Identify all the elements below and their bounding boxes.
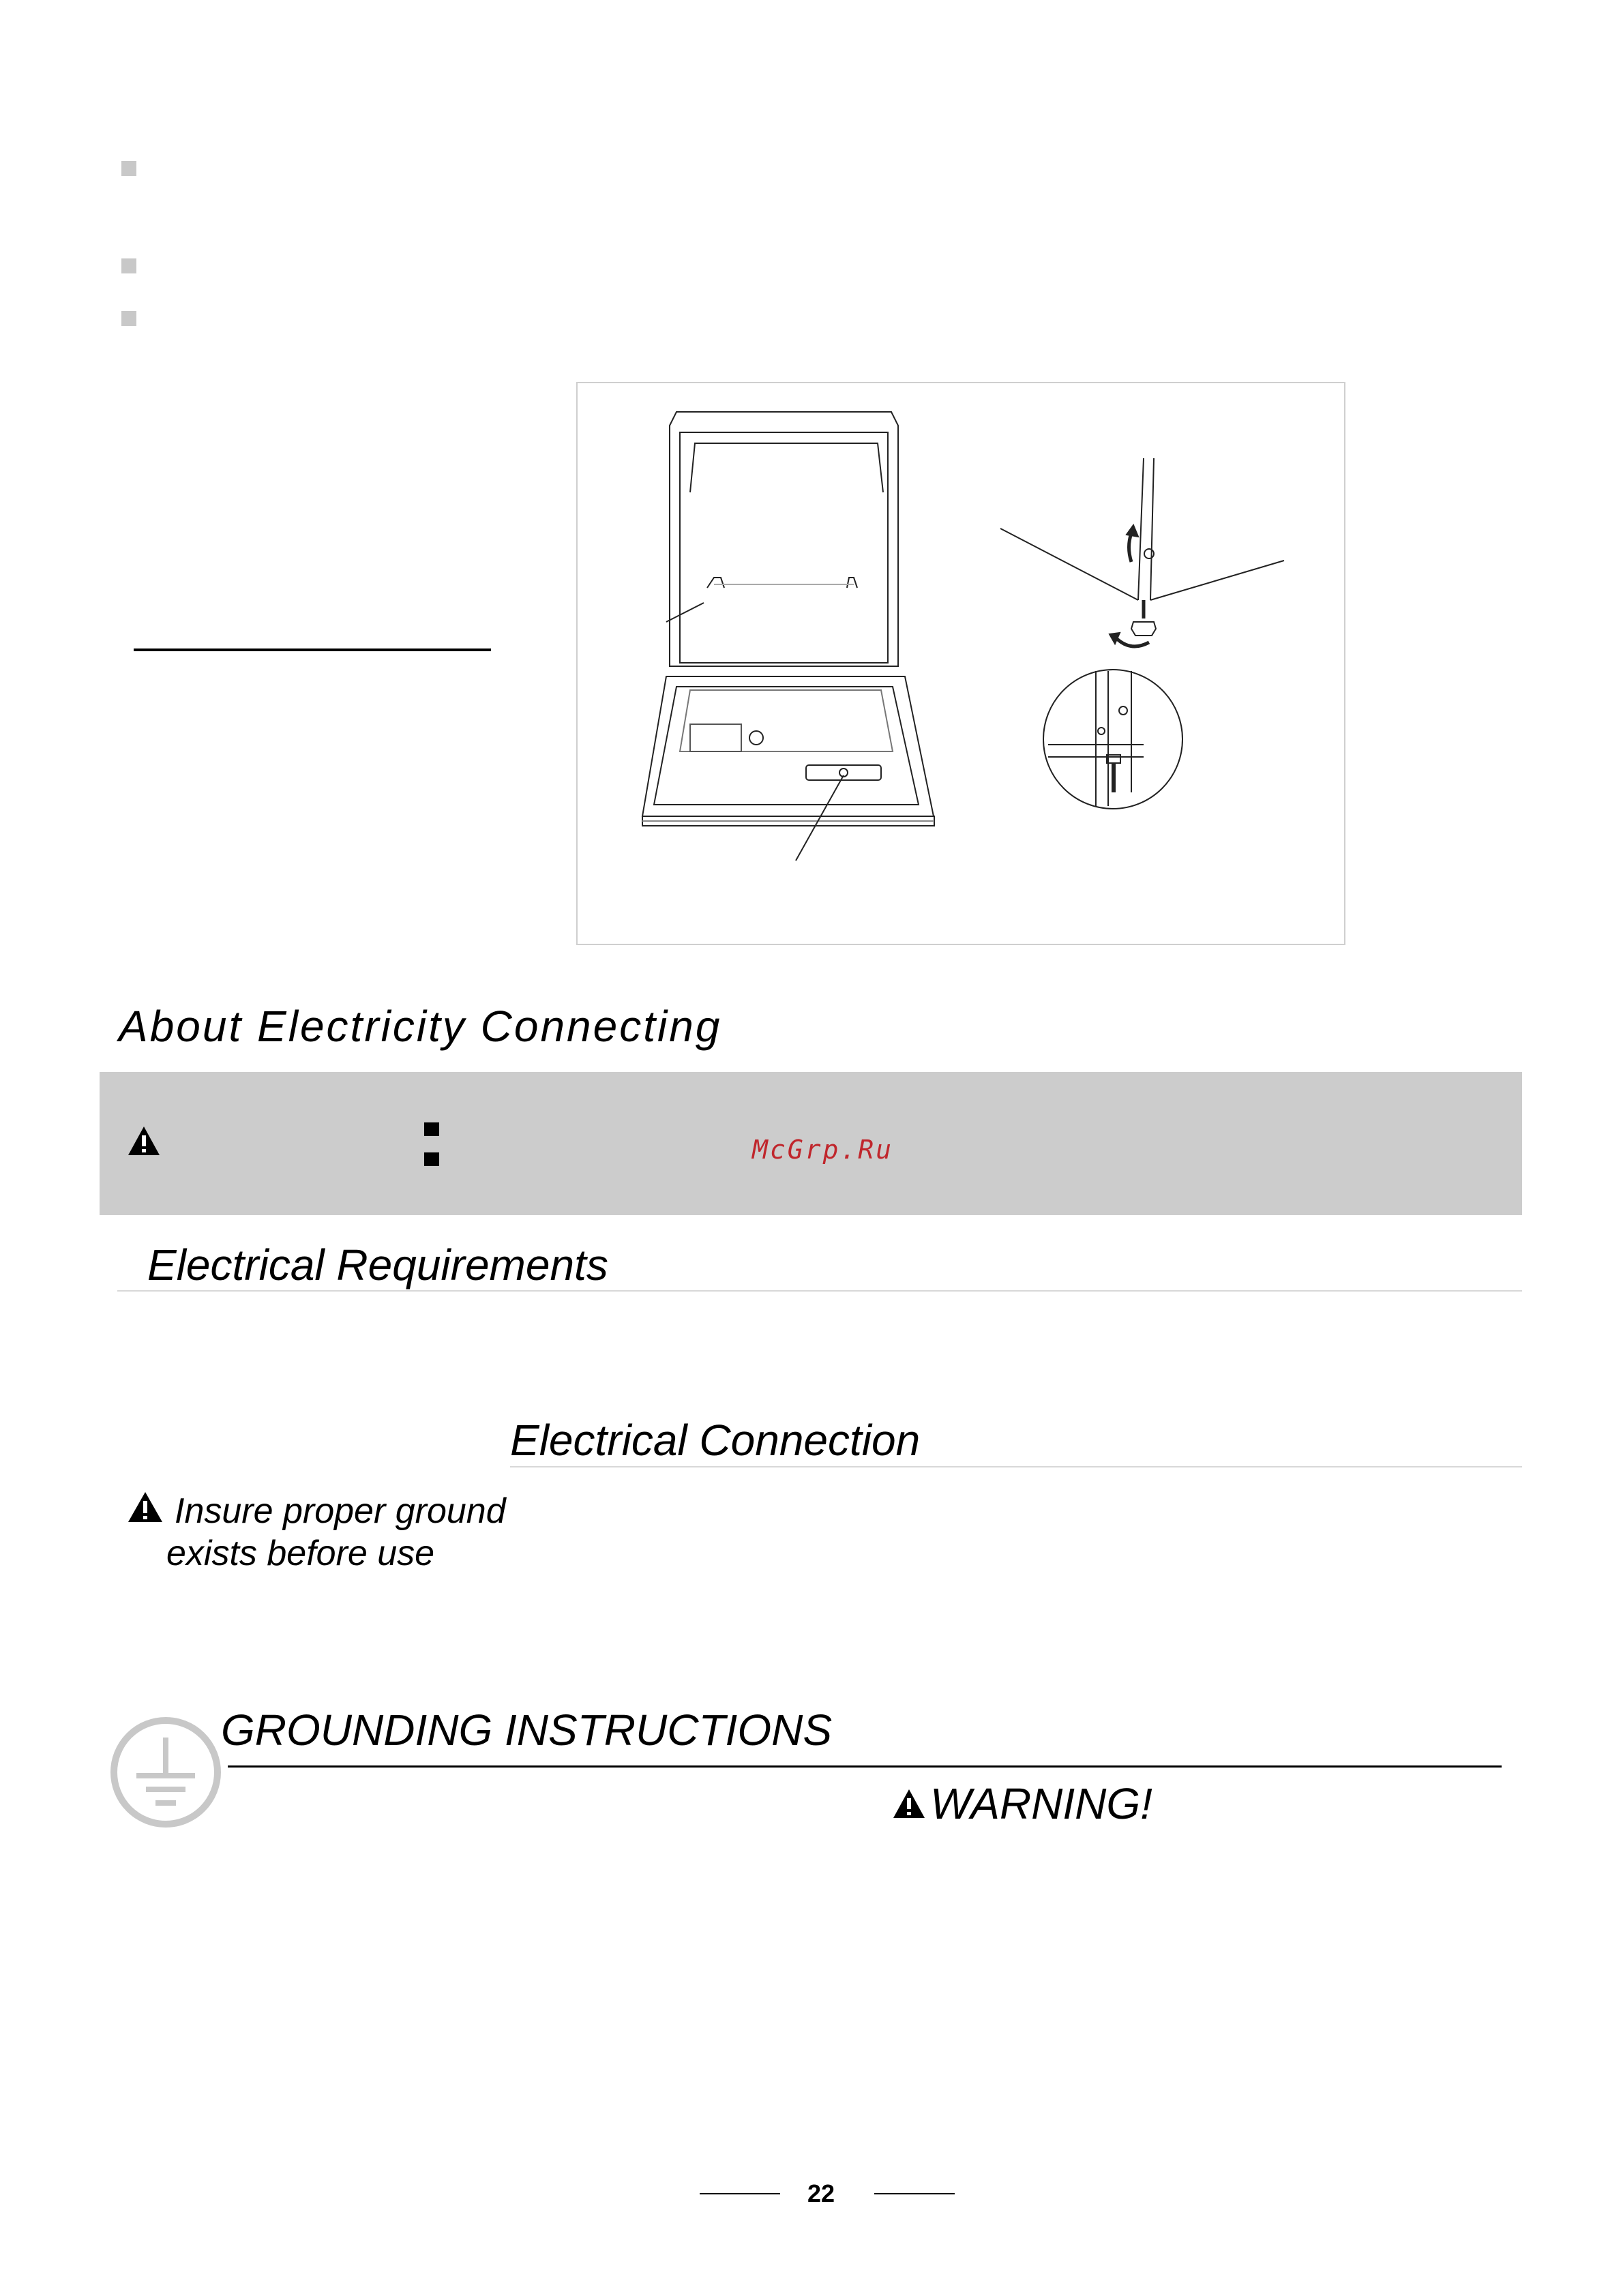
warning-triangle-icon <box>127 1125 161 1157</box>
bullet-2 <box>121 258 136 273</box>
page-number-rule-left <box>700 2193 780 2194</box>
ground-note-line2: exists before use <box>166 1534 435 1573</box>
section-electrical-connection-title: Electrical Connection <box>510 1416 921 1465</box>
grounding-rule <box>228 1765 1502 1768</box>
installation-figure <box>576 382 1345 945</box>
warning-band <box>100 1072 1522 1215</box>
requirements-rule <box>117 1290 1522 1292</box>
section-grounding-title: GROUNDING INSTRUCTIONS <box>221 1705 832 1755</box>
ground-note-line1: Insure proper ground <box>175 1491 506 1531</box>
warning-triangle-icon <box>892 1788 926 1819</box>
bullet-1 <box>121 161 136 176</box>
page-number: 22 <box>807 2179 835 2207</box>
page-number-rule-right <box>874 2193 955 2194</box>
label-underline <box>134 648 491 651</box>
colon-mark-top <box>424 1122 439 1136</box>
section-electrical-requirements-title: Electrical Requirements <box>147 1240 608 1289</box>
ground-symbol-icon <box>109 1716 222 1829</box>
connection-rule <box>510 1466 1522 1467</box>
warning-triangle-icon <box>127 1491 164 1523</box>
watermark-text: McGrp.Ru <box>752 1135 894 1165</box>
bullet-3 <box>121 311 136 326</box>
dishwasher-leveling-diagram <box>578 383 1344 944</box>
colon-mark-bottom <box>424 1152 439 1166</box>
section-about-title: About Electricity Connecting <box>119 1002 722 1051</box>
warning-label: WARNING! <box>930 1779 1152 1828</box>
